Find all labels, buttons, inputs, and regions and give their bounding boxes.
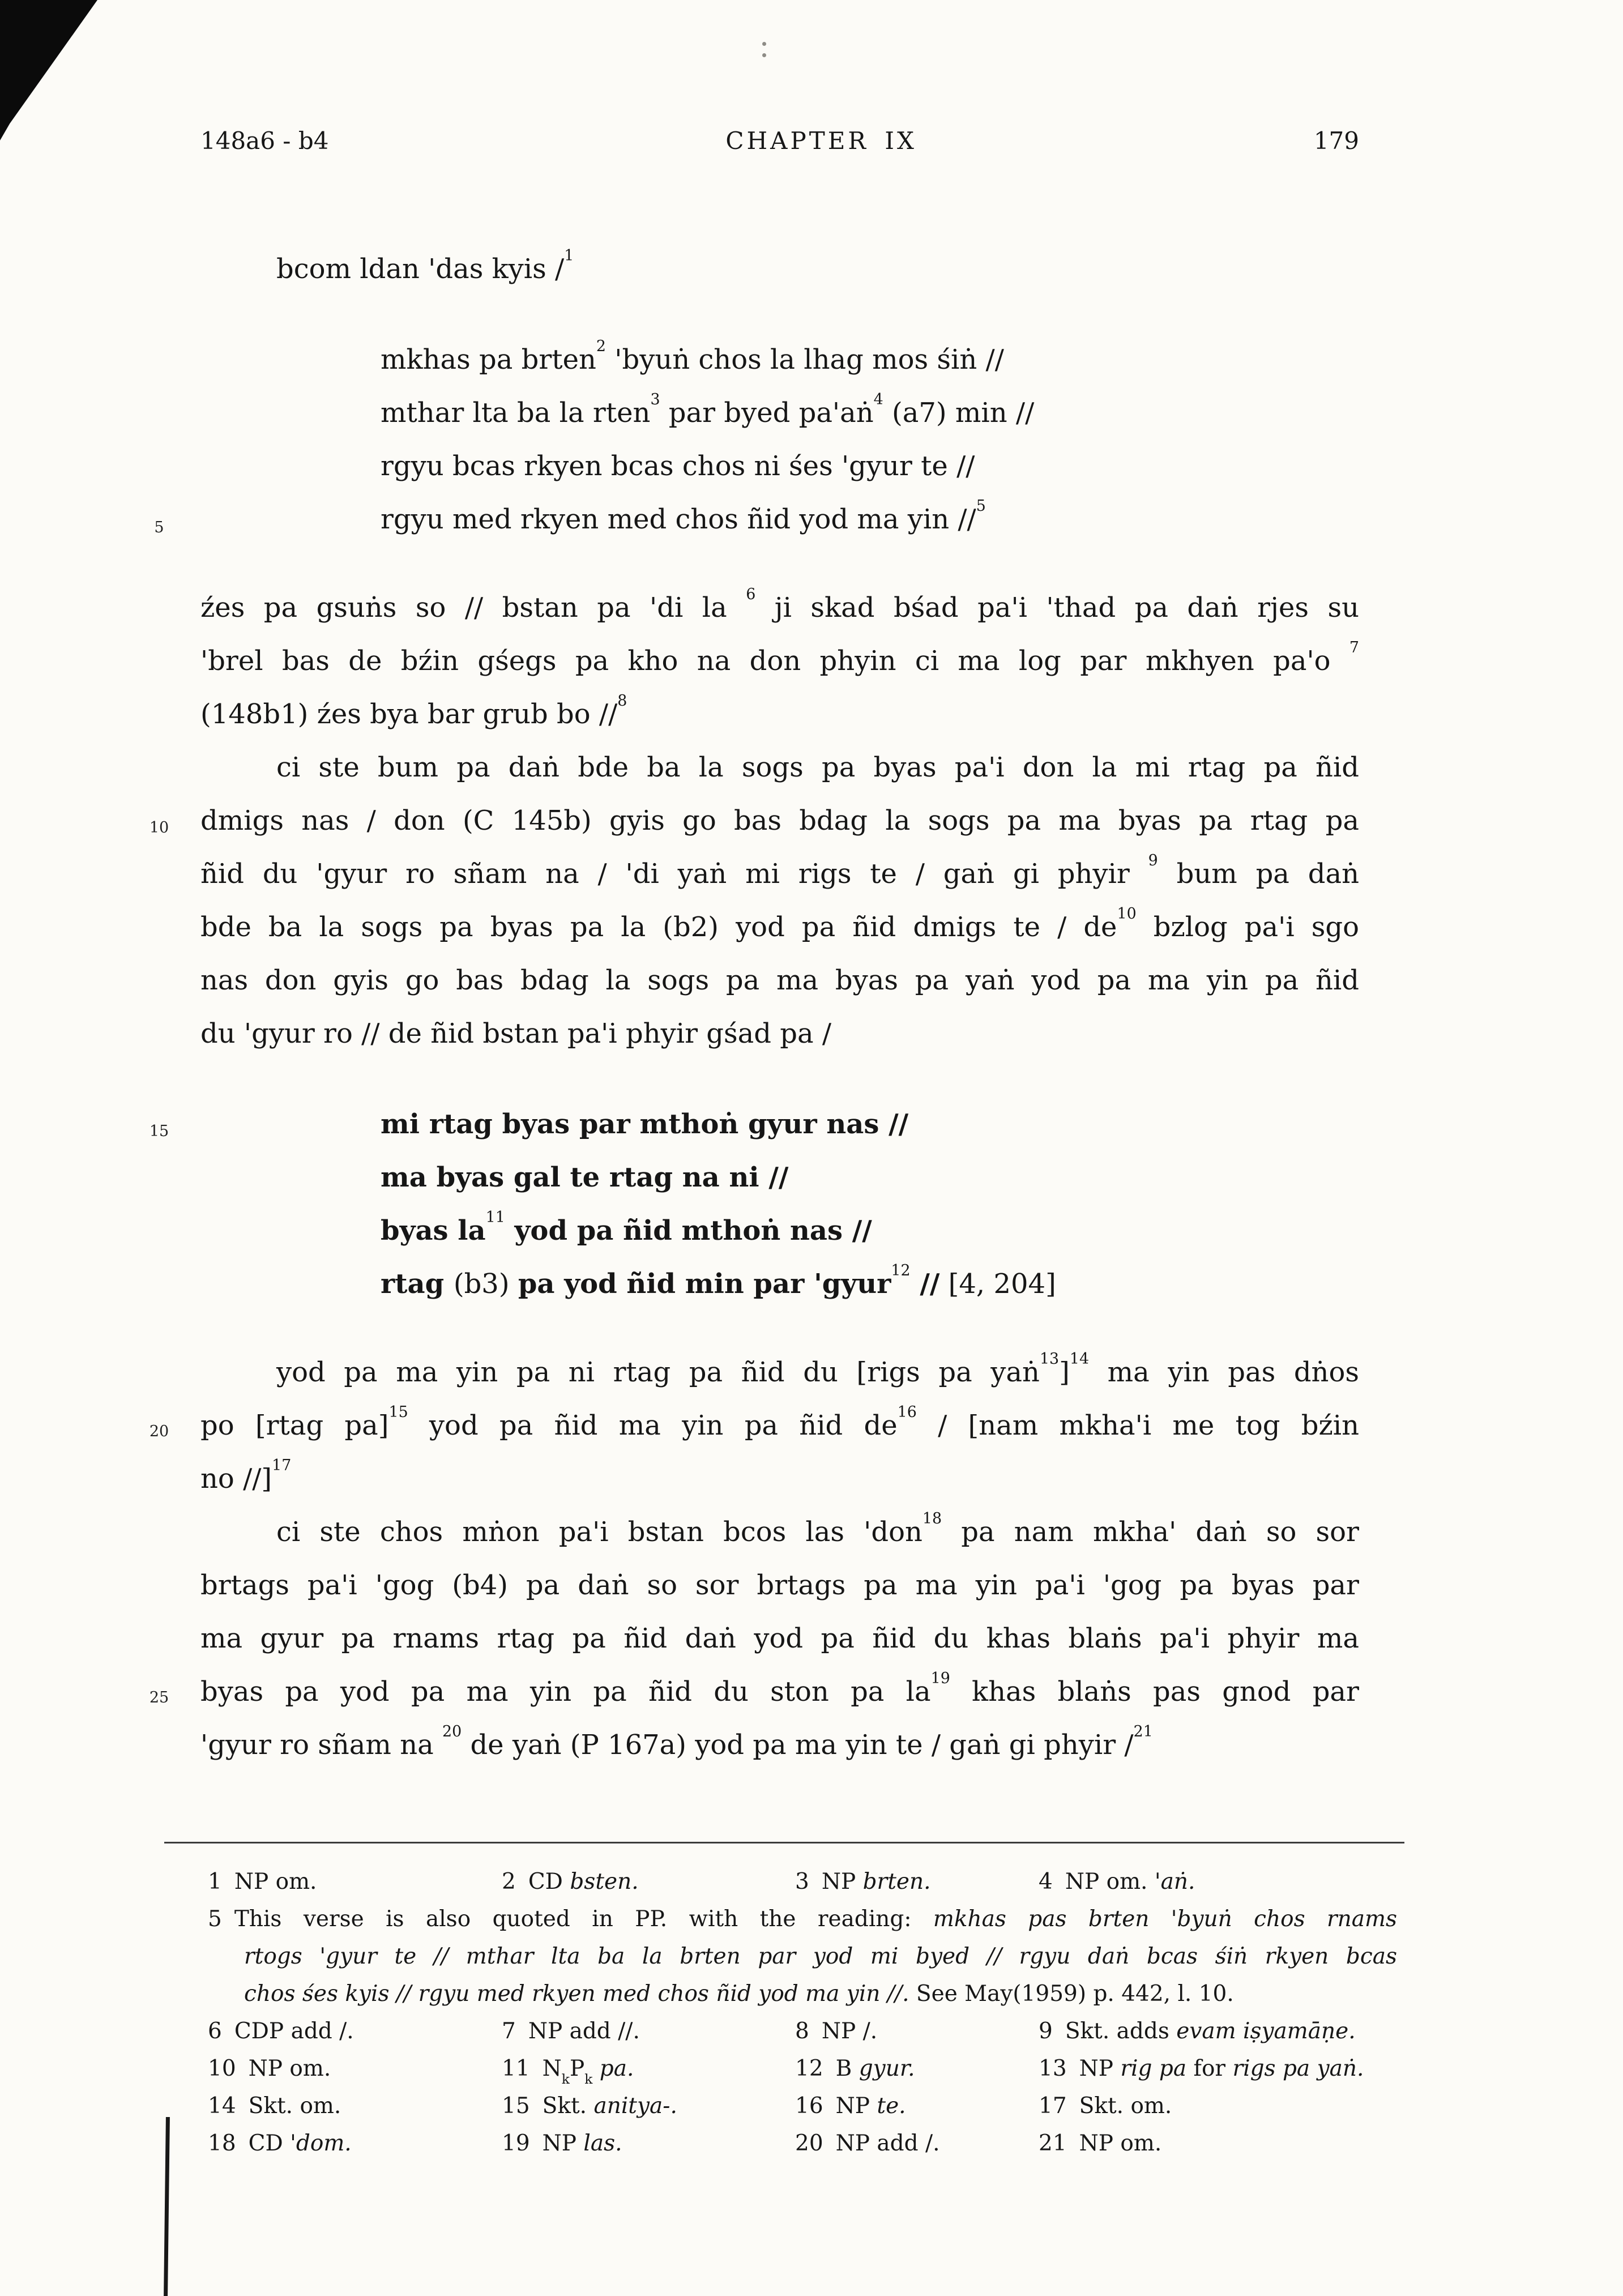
text-run: N [542,2056,562,2081]
margin-line-number-15: 15 [149,1123,169,1140]
verse-bold: yod pa ñid mthoṅ nas // [505,1215,872,1247]
reading-italic: las. [583,2131,622,2156]
footnote-7 [502,2013,795,2050]
text-run: [4, 204] [939,1268,1056,1300]
text-run: Skt. om. [248,2093,341,2119]
footnote-number: 13 [1039,2056,1067,2081]
note-reference: 19 [930,1670,950,1688]
note-reference: 17 [272,1457,292,1475]
text-run: ji skad bśad pa'i 'thad pa daṅ rjes su [755,592,1359,624]
text-run: bde ba la sogs pa byas pa la (b2) yod pa ñid dmigs te / de [200,911,1117,943]
margin-line-number-20: 20 [149,1423,169,1440]
text-run: Skt. [542,2093,594,2119]
siglum-subscript: k [561,2071,570,2088]
text-line [200,688,1359,741]
margin-line-number-5: 5 [154,519,164,536]
text-run: for [1186,2056,1233,2081]
text-run: bum pa daṅ [1158,858,1359,890]
footnote-number: 20 [795,2131,823,2156]
footnote-number: 9 [1039,2018,1053,2044]
text-run: 'byuṅ chos la lhag mos śiṅ // [606,344,1004,375]
footnote-row [208,2013,1397,2050]
text-line [200,1612,1359,1665]
verse-bold: rtag [381,1268,454,1300]
text-run: par byed pa'aṅ [660,397,874,429]
footnote-19 [502,2125,795,2162]
text-line [200,1718,1359,1772]
reading-italic: chos śes kyis // rgyu med rkyen med chos ñid yod ma yin //. [244,1981,909,2007]
reading-italic: rigs pa yaṅ. [1232,2056,1364,2081]
text-run: 'brel bas de bźin gśegs pa kho na don phyin ci ma log par mkhyen pa'o [200,645,1349,677]
note-reference: 5 [976,497,986,515]
footnote-separator-rule [164,1842,1404,1843]
text-line [200,794,1359,847]
text-run: yod pa ma yin pa ni rtag pa ñid du [rigs pa yaṅ [276,1356,1040,1388]
reading-italic: mkhas pas brten 'byuṅ chos rnams [933,1906,1397,1932]
note-reference: 2 [596,338,607,356]
text-line [381,1098,1359,1151]
text-run [592,2056,599,2081]
footnote-number: 18 [208,2131,236,2156]
footnote-number: 4 [1039,1869,1053,1894]
note-reference: 9 [1148,852,1158,870]
note-reference: 3 [650,391,660,409]
text-run: NP add //. [528,2018,640,2044]
note-reference: 15 [388,1403,408,1422]
text-run: / [nam mkha'i me tog bźin [916,1410,1360,1441]
footnote-18 [208,2125,502,2162]
text-run: rgyu bcas rkyen bcas chos ni śes 'gyur te // [381,450,975,482]
text-run: nas don gyis go bas bdag la sogs pa ma byas pa yaṅ yod pa ma yin pa ñid [200,965,1359,996]
note-reference: 4 [873,391,883,409]
text-run: źes pa gsuṅs so // bstan pa 'di la [200,592,746,624]
note-reference: 7 [1349,639,1359,657]
footnote-9 [1039,2013,1397,2050]
text-line [381,493,1359,546]
note-reference: 14 [1069,1350,1090,1368]
text-run: dmigs nas / don (C 145b) gyis go bas bdag la sogs pa ma byas pa rtag pa [200,805,1359,837]
verse-bold: // [910,1268,940,1300]
text-line [200,741,1359,794]
verse-bold: byas la [381,1215,486,1247]
text-run: This verse is also quoted in PP. with the reading: [234,1906,933,1932]
verse-bold: mi rtag byas par mthoṅ gyur nas // [381,1108,909,1140]
text-run: rgyu med rkyen med chos ñid yod ma yin // [381,503,976,535]
footnote-row [208,2088,1397,2125]
prose-paragraph-1 [200,581,1359,741]
reading-italic: bsten. [570,1869,639,1894]
text-run: NP om. [1079,2131,1162,2156]
footnote-20 [795,2125,1039,2162]
chapter-title: CHAPTER IX [725,127,917,155]
note-reference: 21 [1133,1723,1153,1741]
text-run: (b3) [453,1268,518,1300]
footnote-17 [1039,2088,1397,2125]
text-line [381,439,1359,493]
text-line [381,386,1359,439]
text-run: NP [821,1869,863,1894]
text-run: 'gyur ro sñam na [200,1729,442,1761]
text-run: byas pa yod pa ma yin pa ñid du ston pa la [200,1676,931,1708]
text-line [381,1204,1359,1257]
margin-line-number-10: 10 [149,819,169,837]
footnote-number: 19 [502,2131,530,2156]
text-run: ma gyur pa rnams rtag pa ñid daṅ yod pa ñid du khas blaṅs pa'i phyir ma [200,1623,1359,1654]
text-run: yod pa ñid ma yin pa ñid de [408,1410,898,1441]
reading-italic: rtogs 'gyur te // mthar lta ba la brten par yod mi byed // rgyu daṅ bcas śiṅ rkyen bcas [244,1944,1397,1969]
footnote-5 [208,1901,1397,2013]
reading-italic: pa. [599,2056,634,2081]
footnote-row [208,2125,1397,2162]
scan-artifact-speck [762,42,766,46]
footnote-2 [502,1863,795,1901]
opening-line [200,242,1359,296]
text-line [200,242,1359,296]
reading-italic: evam iṣyamāṇe. [1176,2018,1356,2044]
footnote-row [208,2050,1397,2088]
note-reference: 16 [897,1403,917,1422]
running-header [200,127,1359,155]
text-line [200,847,1359,901]
text-run: Skt. adds [1065,2018,1177,2044]
text-run: (a7) min // [883,397,1035,429]
text-run: NP add /. [835,2131,940,2156]
text-run: khas blaṅs pas gnod par [950,1676,1359,1708]
text-run: See May(1959) p. 442, l. 10. [909,1981,1234,2007]
footnote-4 [1039,1863,1397,1901]
text-run: du 'gyur ro // de ñid bstan pa'i phyir gśad pa / [200,1018,832,1049]
note-reference: 10 [1117,905,1137,923]
footnote-row [208,1863,1397,1901]
note-reference: 18 [922,1510,942,1528]
text-line [200,1007,1359,1060]
footnote-number: 12 [795,2056,823,2081]
footnote-number: 11 [502,2056,530,2081]
footnote-21 [1039,2125,1397,2162]
footnote-line [208,1975,1397,2013]
text-run: mkhas pa brten [381,344,596,375]
footnote-line [208,1938,1397,1975]
text-run: no //] [200,1463,272,1495]
text-run: ñid du 'gyur ro sñam na / 'di yaṅ mi rigs te / gaṅ gi phyir [200,858,1148,890]
footnote-number: 14 [208,2093,236,2119]
text-run: mthar lta ba la rten [381,397,651,429]
text-line [381,1151,1359,1204]
verse-bold: pa yod ñid min par 'gyur [518,1268,891,1300]
margin-line-number-25: 25 [149,1689,169,1706]
prose-paragraph-3 [200,1346,1359,1505]
verse-bold: ma byas gal te rtag na ni // [381,1162,789,1193]
verse-quotation-1 [200,333,1359,546]
text-line [200,1665,1359,1718]
note-reference: 12 [891,1262,911,1280]
footnote-15 [502,2088,795,2125]
body-text [200,242,1359,1772]
text-line [200,1399,1359,1452]
scan-artifact-edge [164,2117,170,2296]
text-run: P [569,2056,585,2081]
reading-italic: 'aṅ. [1154,1869,1195,1894]
note-reference: 11 [485,1209,505,1227]
text-run: ci ste chos mṅon pa'i bstan bcos las 'don [276,1516,922,1548]
text-run: ci ste bum pa daṅ bde ba la sogs pa byas pa'i don la mi rtag pa ñid [276,752,1359,783]
text-run: B [835,2056,859,2081]
verse-quotation-2-bold [200,1098,1359,1311]
text-run: NP [1079,2056,1121,2081]
text-line [200,1452,1359,1505]
footnote-number: 8 [795,2018,809,2044]
text-run: Skt. om. [1079,2093,1172,2119]
note-reference: 20 [442,1723,462,1741]
footnote-number: 10 [208,2056,236,2081]
reading-italic: rig pa [1120,2056,1187,2081]
footnote-number: 6 [208,2018,222,2044]
prose-paragraph-4 [200,1505,1359,1772]
page-number: 179 [1313,127,1359,155]
text-run: NP om. [248,2056,331,2081]
text-run: CDP add /. [234,2018,354,2044]
text-run: ] [1059,1356,1070,1388]
text-line [381,1257,1359,1311]
text-run: NP om. [1065,1869,1155,1894]
footnote-number: 21 [1039,2131,1067,2156]
text-line [200,634,1359,688]
prose-paragraph-2 [200,741,1359,1060]
text-line [200,1346,1359,1399]
footnote-6 [208,2013,502,2050]
reading-italic: te. [877,2093,906,2119]
text-run: (148b1) źes bya bar grub bo // [200,698,618,730]
footnote-number: 5 [208,1906,222,1932]
text-run: po [rtag pa] [200,1410,389,1441]
folio-reference: 148a6 - b4 [200,127,329,155]
footnote-number: 15 [502,2093,530,2119]
footnote-12 [795,2050,1039,2088]
footnote-number: 2 [502,1869,516,1894]
footnote-8 [795,2013,1039,2050]
text-line [200,954,1359,1007]
footnote-1 [208,1863,502,1901]
text-run: CD [528,1869,570,1894]
text-line [200,1505,1359,1559]
footnote-number: 17 [1039,2093,1067,2119]
text-run: bzlog pa'i sgo [1136,911,1359,943]
footnote-14 [208,2088,502,2125]
reading-italic: brten. [862,1869,931,1894]
text-run: NP om. [234,1869,317,1894]
note-reference: 8 [617,692,627,710]
reading-italic: 'dom. [290,2131,352,2156]
footnote-13 [1039,2050,1397,2088]
note-reference: 13 [1039,1350,1060,1368]
footnote-number: 16 [795,2093,823,2119]
text-run: brtags pa'i 'gog (b4) pa daṅ so sor brtags pa ma yin pa'i 'gog pa byas par [200,1569,1359,1601]
text-line [200,901,1359,954]
text-line [200,1559,1359,1612]
text-run: bcom ldan 'das kyis / [276,253,565,285]
text-run: ma yin pas dṅos [1089,1356,1360,1388]
scan-artifact-corner [0,0,97,140]
text-run: NP [835,2093,877,2119]
text-run: NP [542,2131,584,2156]
critical-apparatus [208,1863,1397,2162]
footnote-number: 3 [795,1869,809,1894]
text-run: CD [248,2131,291,2156]
footnote-number: 1 [208,1869,222,1894]
reading-italic: anitya-. [593,2093,677,2119]
footnote-16 [795,2088,1039,2125]
note-reference: 1 [564,247,574,265]
footnote-3 [795,1863,1039,1901]
text-run: de yaṅ (P 167a) yod pa ma yin te / gaṅ gi phyir / [462,1729,1134,1761]
text-line [200,581,1359,634]
siglum-subscript: k [584,2071,593,2088]
footnote-number: 7 [502,2018,516,2044]
text-run: pa nam mkha' daṅ so sor [942,1516,1360,1548]
footnote-10 [208,2050,502,2088]
note-reference: 6 [746,586,756,604]
footnote-11 [502,2050,795,2088]
footnote-line [208,1901,1397,1938]
text-run: NP /. [821,2018,878,2044]
text-line [381,333,1359,386]
reading-italic: gyur. [859,2056,915,2081]
